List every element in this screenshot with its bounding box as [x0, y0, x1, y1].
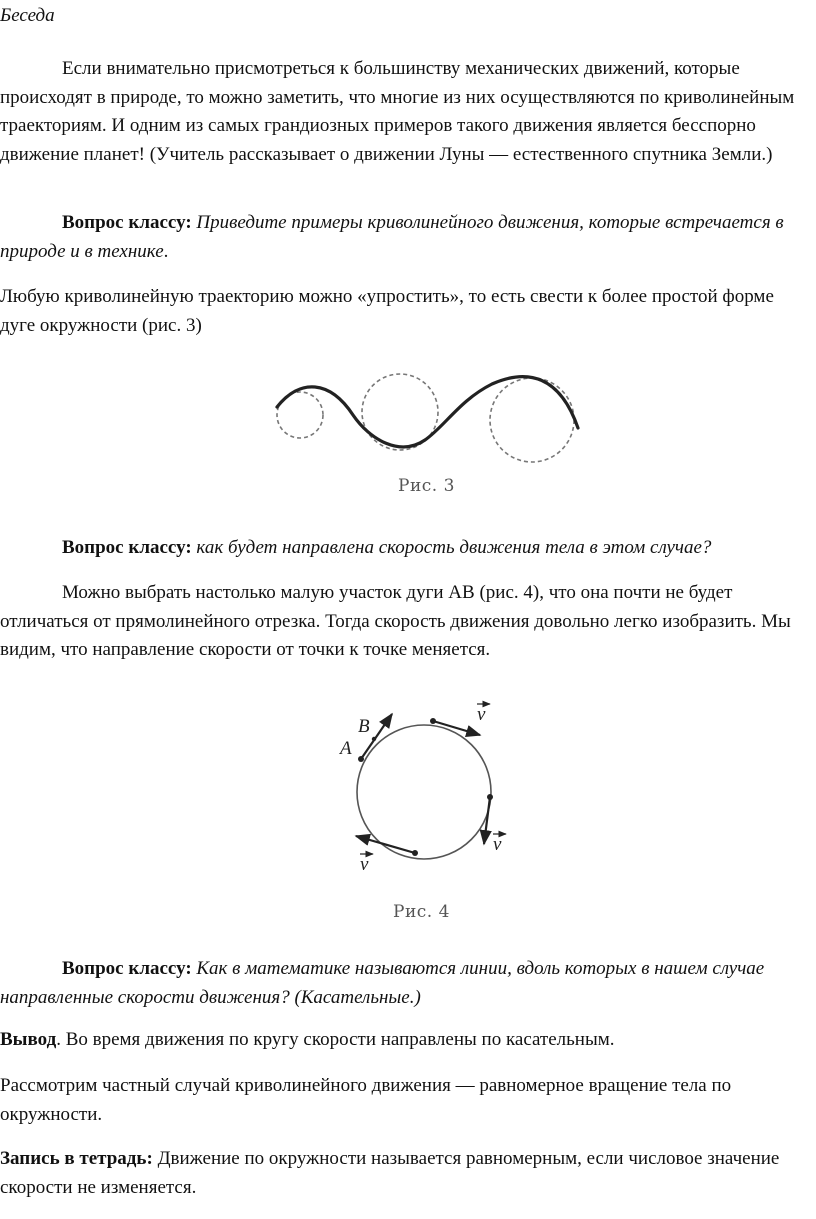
label-v-bottom	[360, 854, 373, 875]
question-text: Приведите примеры криволинейного движения, которые встречается в природе и в технике	[0, 212, 784, 262]
notebook-entry	[0, 1145, 812, 1202]
conclusion-text: . Во время движения по кругу скорости направлены по касательным.	[56, 1029, 615, 1050]
label-v-bottom-text: v	[360, 854, 369, 875]
paragraph-arc: Можно выбрать настолько малую участок дуги АВ (рис. 4), что она почти не будет отличаться от прямолинейного отрезка. Тогда скорость движения довольно легко изобразить. Мы видим, что направление скорости от точки к точке меняется.	[0, 582, 791, 660]
class-question-2	[0, 534, 812, 563]
label-a: A	[340, 738, 352, 759]
right-circle	[490, 378, 574, 462]
figure-4-circle	[330, 690, 530, 890]
figure-3-trajectory	[260, 360, 590, 470]
question-label: Вопрос классу:	[62, 958, 192, 979]
paragraph-uniform: Рассмотрим частный случай криволинейного движения — равномерное вращение тела по окружности.	[0, 1075, 732, 1125]
notebook-text: Движение по окружности называется равномерным, если числовое значение скорости не изменяется.	[0, 1148, 780, 1198]
label-v-top	[477, 704, 490, 725]
conclusion-label: Вывод	[0, 1029, 57, 1050]
class-question-1	[0, 209, 812, 266]
point-bottom	[412, 850, 418, 856]
conclusion	[0, 1026, 812, 1055]
paragraph-simplify: Любую криволинейную траекторию можно «упростить», то есть свести к более простой форме дуге окружности (рис. 3)	[0, 286, 774, 336]
point-right	[487, 794, 493, 800]
label-v-top-text: v	[477, 704, 486, 725]
figure-3-caption: Рис. 3	[398, 476, 455, 496]
question-label: Вопрос классу:	[62, 537, 192, 558]
label-v-right-text: v	[493, 834, 502, 855]
figure-4-caption: Рис. 4	[393, 902, 450, 922]
heading: Беседа	[0, 5, 55, 26]
paragraph-intro: Если внимательно присмотреться к большинству механических движений, которые происходят в природе, то можно заметить, что многие из них осуществляются по криволинейным траекториям. И одним из самых грандиозных примеров такого движения является бесспорно движение планет! (Учитель рассказывает о движении Луны — естественного спутника Земли.)	[0, 58, 795, 165]
point-top	[430, 718, 436, 724]
label-b: B	[358, 716, 370, 737]
label-v-right	[493, 834, 506, 855]
point-b	[372, 737, 376, 741]
class-question-3	[0, 955, 812, 1012]
circle-trajectory	[357, 725, 491, 859]
velocity-vector-bottom	[356, 836, 415, 853]
question-text: как будет направлена скорость движения тела в этом случае?	[196, 537, 712, 558]
question-label: Вопрос классу:	[62, 212, 192, 233]
point-a	[358, 756, 364, 762]
question-end: .	[163, 240, 169, 262]
question-text: Как в математике называются линии, вдоль которых в нашем случае направленные скорости движения? (Касательные.)	[0, 958, 765, 1008]
notebook-label: Запись в тетрадь:	[0, 1148, 153, 1169]
